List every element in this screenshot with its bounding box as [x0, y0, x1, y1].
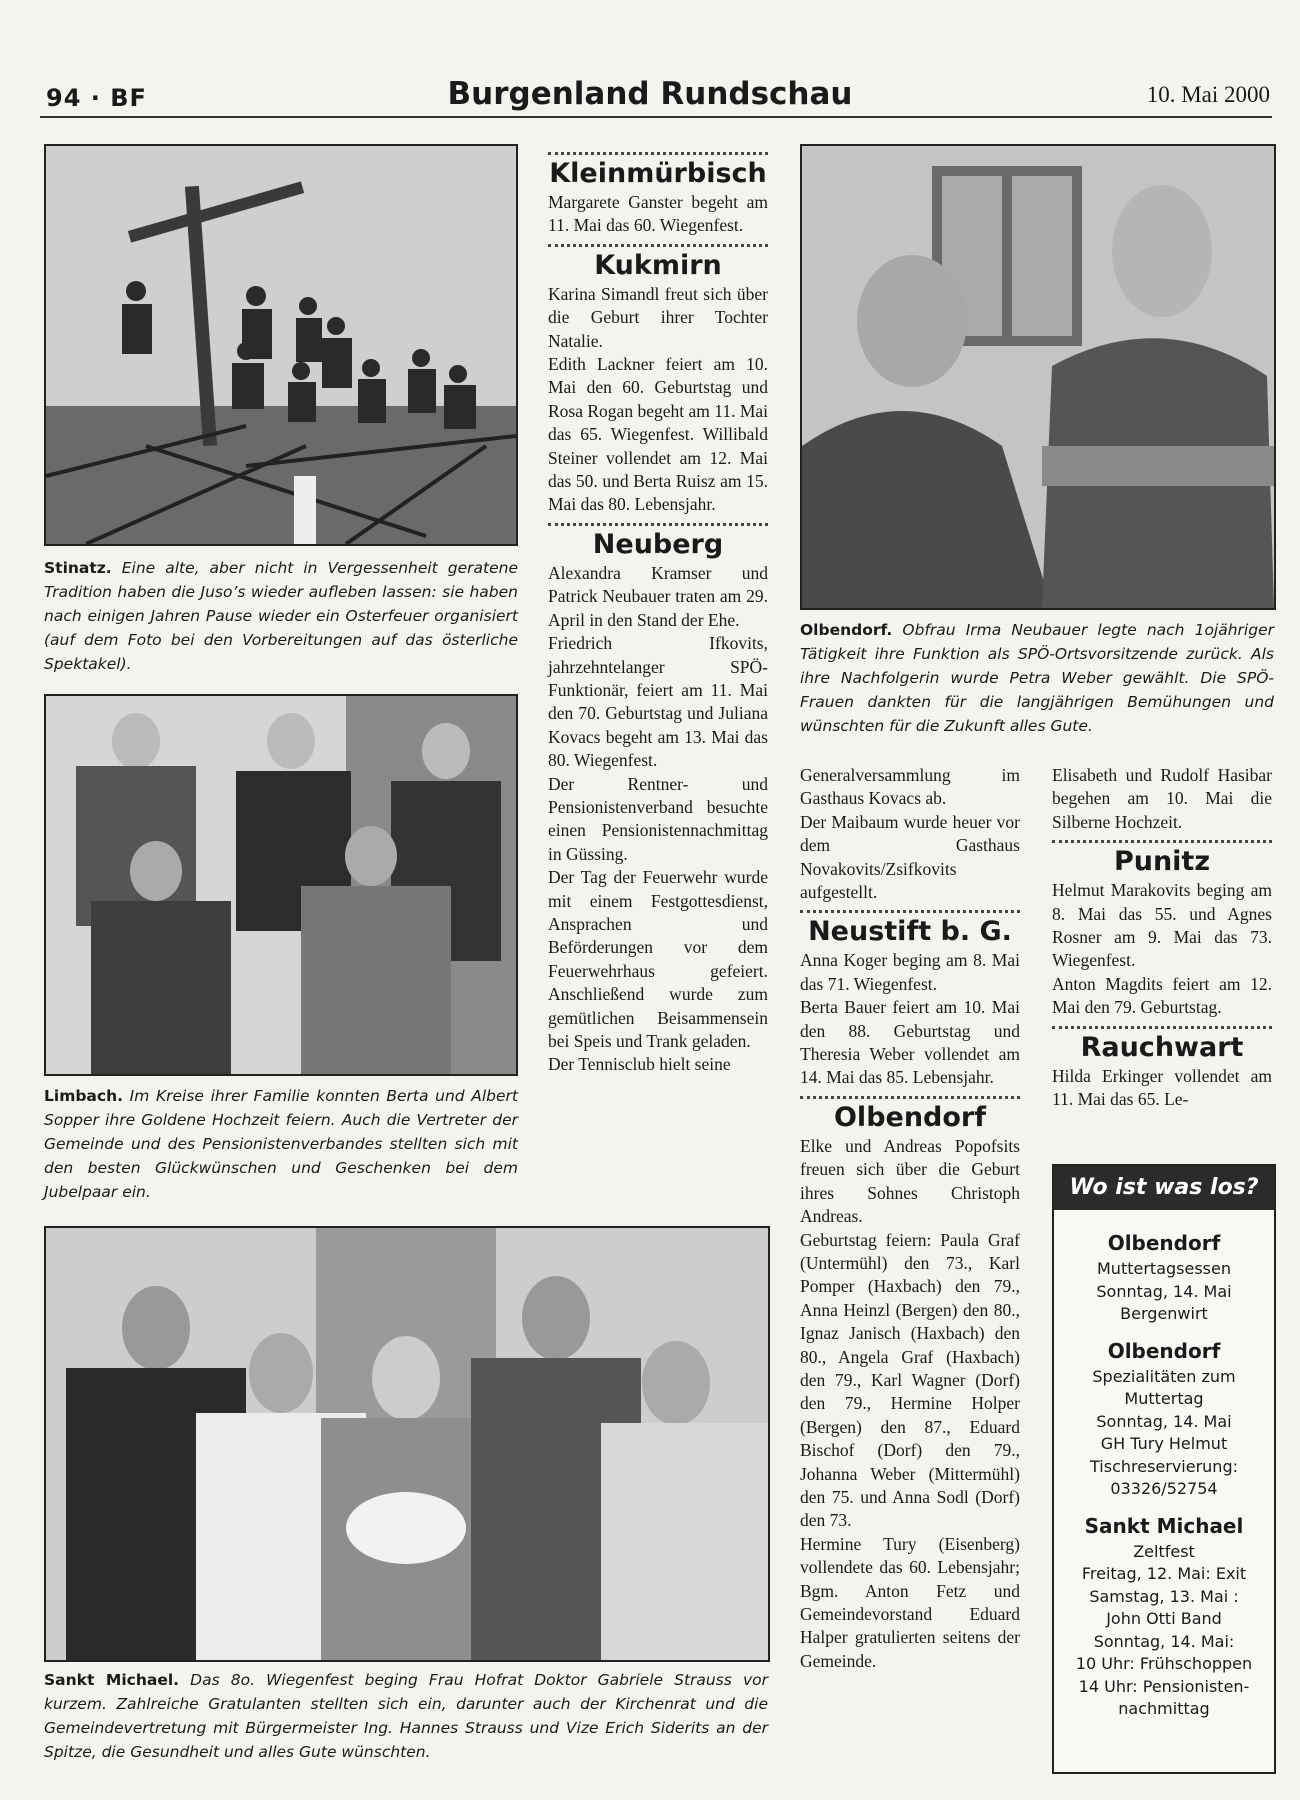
paragraph: Generalversammlung im Gasthaus Kovacs ab.	[800, 765, 1020, 809]
paragraph: Helmut Marakovits beging am 8. Mai das 55. und Agnes Rosner am 9. Mai das 73. Wiegenfest.	[1052, 880, 1272, 971]
caption-olbendorf	[800, 618, 1274, 738]
event-line: Sonntag, 14. Mai	[1096, 1411, 1232, 1431]
photo-limbach	[44, 694, 518, 1076]
town-heading: Neustift b. G.	[808, 916, 1012, 948]
column-right-a	[800, 764, 1020, 1673]
paragraph: Geburtstag feiern: Paula Graf (Untermühl) den 73., Karl Pomper (Haxbach) den 79., Anna Heinzl (Bergen) den 80., Ignaz Janisch (Haxbach) den 80., Angela Graf (Haxbach) den 79., Karl Wagner (Dorf) den 79., Hermine Holper (Bergen) den 87., Eduard Bischof (Dorf) den 79., Johanna Weber (Mittermühl) den 75. und Anna Sodl (Dorf) den 73.	[800, 1229, 1020, 1531]
event-line: 03326/52754	[1110, 1479, 1218, 1498]
paragraph: Der Rentner- und Pensionistenverband besuchte einen Pensionistennachmittag in Güssing.	[548, 773, 768, 864]
paragraph: Karina Simandl freut sich über die Geburt ihrer Tochter Natalie.	[548, 283, 768, 351]
paragraph: Edith Lackner feiert am 10. Mai den 60. Geburtstag und Rosa Rogan begeht am 11. Mai das 65. Wiegenfest. Willibald Steiner vollendet am 12. Mai das 50. und Berta Ruisz am 15. Mai das 80. Lebensjahr.	[548, 354, 769, 515]
caption-place: Stinatz.	[44, 559, 112, 577]
paragraph: Hilda Erkinger vollendet am 11. Mai das 65. Le-	[1052, 1065, 1272, 1110]
paragraph: Margarete Ganster begeht am 11. Mai das 60. Wiegenfest.	[548, 192, 768, 236]
event-line: Bergenwirt	[1120, 1304, 1208, 1323]
newspaper-title: Burgenland Rundschau	[447, 76, 853, 112]
caption-sankt-michael	[44, 1668, 768, 1764]
event-item	[1058, 1336, 1270, 1501]
town-heading: Neuberg	[592, 528, 724, 560]
section-divider	[548, 152, 768, 155]
paragraph: Anna Koger beging am 8. Mai das 71. Wiegenfest.	[800, 950, 1020, 994]
town-heading: Kleinmürbisch	[549, 158, 767, 189]
column-middle	[548, 146, 768, 1077]
paragraph: Alexandra Kramser und Patrick Neubauer traten am 29. April in den Stand der Ehe.	[548, 562, 768, 630]
event-line: Sonntag, 14. Mai:	[1093, 1631, 1235, 1651]
paragraph: Elisabeth und Rudolf Hasibar begehen am 10. Mai die Silberne Hochzeit.	[1052, 765, 1272, 832]
caption-limbach	[44, 1084, 518, 1204]
section-divider	[800, 910, 1020, 913]
event-town: Olbendorf	[1107, 1338, 1221, 1363]
event-line: Freitag, 12. Mai: Exit	[1081, 1564, 1247, 1583]
paragraph: Friedrich Ifkovits, jahrzehntelanger SPÖ-Funktionär, feiert am 11. Mai den 70. Geburtstag und Juliana Kovacs begeht am 13. Mai das 80. Wiegenfest.	[548, 633, 768, 771]
section-divider	[1052, 1026, 1272, 1029]
caption-place: Limbach.	[44, 1087, 124, 1105]
caption-text: Im Kreise ihrer Familie konnten Berta und Albert Sopper ihre Goldene Hochzeit feiern. Auch die Vertreter der Gemeinde und des Pensionistenverbandes stellten sich mit den besten Glückwünschen und Geschenken bei dem Jubelpaar ein.	[44, 1087, 518, 1201]
event-box-body	[1054, 1210, 1274, 1729]
paragraph: Der Tennisclub hielt seine	[548, 1054, 731, 1075]
paragraph: Der Maibaum wurde heuer vor dem Gasthaus Novakovits/Zsifkovits aufgestellt.	[800, 811, 1020, 903]
event-line: Tischreservierung:	[1090, 1456, 1238, 1476]
event-line: Zeltfest	[1133, 1541, 1195, 1561]
town-heading: Punitz	[1113, 846, 1211, 878]
event-item	[1058, 1511, 1270, 1721]
event-line: Spezialitäten zum	[1092, 1366, 1236, 1386]
caption-text: Eine alte, aber nicht in Vergessenheit geratene Tradition haben die Juso’s wieder aufleben lassen: sie haben nach einigen Jahren Pause wieder ein Osterfeuer organisiert (auf dem Foto bei den Vorbereitungen auf das österliche Spektakel).	[44, 559, 518, 673]
header-rule	[40, 116, 1272, 118]
section-divider	[1052, 840, 1272, 843]
town-heading: Kukmirn	[594, 249, 722, 281]
event-line: Muttertag	[1124, 1389, 1204, 1408]
paragraph: Elke und Andreas Popofsits freuen sich über die Geburt ihres Sohnes Christoph Andreas.	[800, 1135, 1020, 1227]
event-line: Muttertagsessen	[1097, 1259, 1231, 1278]
event-line: John Otti Band	[1106, 1609, 1222, 1628]
town-heading: Olbendorf	[833, 1101, 986, 1133]
event-line: nachmittag	[1118, 1699, 1210, 1718]
issue-date: 10. Mai 2000	[1146, 82, 1270, 107]
page-number: 94 · BF	[46, 84, 147, 112]
caption-place: Olbendorf.	[800, 621, 893, 639]
event-box	[1052, 1164, 1276, 1774]
caption-text: Das 8o. Wiegenfest beging Frau Hofrat Doktor Gabriele Strauss vor kurzem. Zahlreiche Gratulanten stellten sich ein, darunter auch der Kirchenrat und die Gemeindevertretung mit Bürgermeister Ing. Hannes Strauss und Vize Erich Siderits an der Spitze, die Gesundheit und alles Gute wünschten.	[44, 1671, 768, 1761]
caption-text: Obfrau Irma Neubauer legte nach 1ojähriger Tätigkeit ihre Funktion als SPÖ-Ortsvorsitzende zurück. Als ihre Nachfolgerin wurde Petra Weber gewählt. Die SPÖ-Frauen dankten für die langjährigen Bemühungen und wünschten für die Zukunft alles Gute.	[800, 621, 1274, 735]
photo-olbendorf	[800, 144, 1276, 610]
section-divider	[800, 1096, 1020, 1099]
photo-sankt-michael	[44, 1226, 770, 1662]
paragraph: Anton Magdits feiert am 12. Mai den 79. Geburtstag.	[1052, 973, 1272, 1018]
event-line: Samstag, 13. Mai :	[1089, 1586, 1239, 1606]
event-line: Sonntag, 14. Mai	[1096, 1281, 1232, 1301]
town-heading: Rauchwart	[1080, 1031, 1244, 1063]
event-item	[1058, 1228, 1270, 1326]
caption-stinatz	[44, 556, 518, 676]
paragraph: Berta Bauer feiert am 10. Mai den 88. Geburtstag und Theresia Weber vollendet am 14. Mai das 85. Lebensjahr.	[800, 997, 1020, 1088]
section-divider	[548, 244, 768, 247]
event-line: GH Tury Helmut	[1100, 1434, 1228, 1453]
column-right-b	[1052, 764, 1272, 1111]
paragraph: Der Tag der Feuerwehr wurde mit einem Festgottesdienst, Ansprachen und Beförderungen vor dem Feuerwehrhaus gefeiert. Anschließend wurde zum gemütlichen Beisammensein bei Speis und Trank geladen.	[548, 867, 768, 1051]
paragraph: Hermine Tury (Eisenberg) vollendete das 60. Lebensjahr; Bgm. Anton Fetz und Gemeindevorstand Eduard Halper gratulierten seitens der Gemeinde.	[800, 1533, 1020, 1671]
event-town: Sankt Michael	[1084, 1513, 1244, 1538]
photo-stinatz	[44, 144, 518, 546]
event-town: Olbendorf	[1107, 1231, 1221, 1255]
event-line: 10 Uhr: Frühschoppen	[1075, 1654, 1253, 1673]
event-box-title: Wo ist was los?	[1054, 1166, 1274, 1210]
section-divider	[548, 523, 768, 526]
event-line: 14 Uhr: Pensionisten-	[1078, 1676, 1250, 1696]
caption-place: Sankt Michael.	[44, 1671, 180, 1689]
